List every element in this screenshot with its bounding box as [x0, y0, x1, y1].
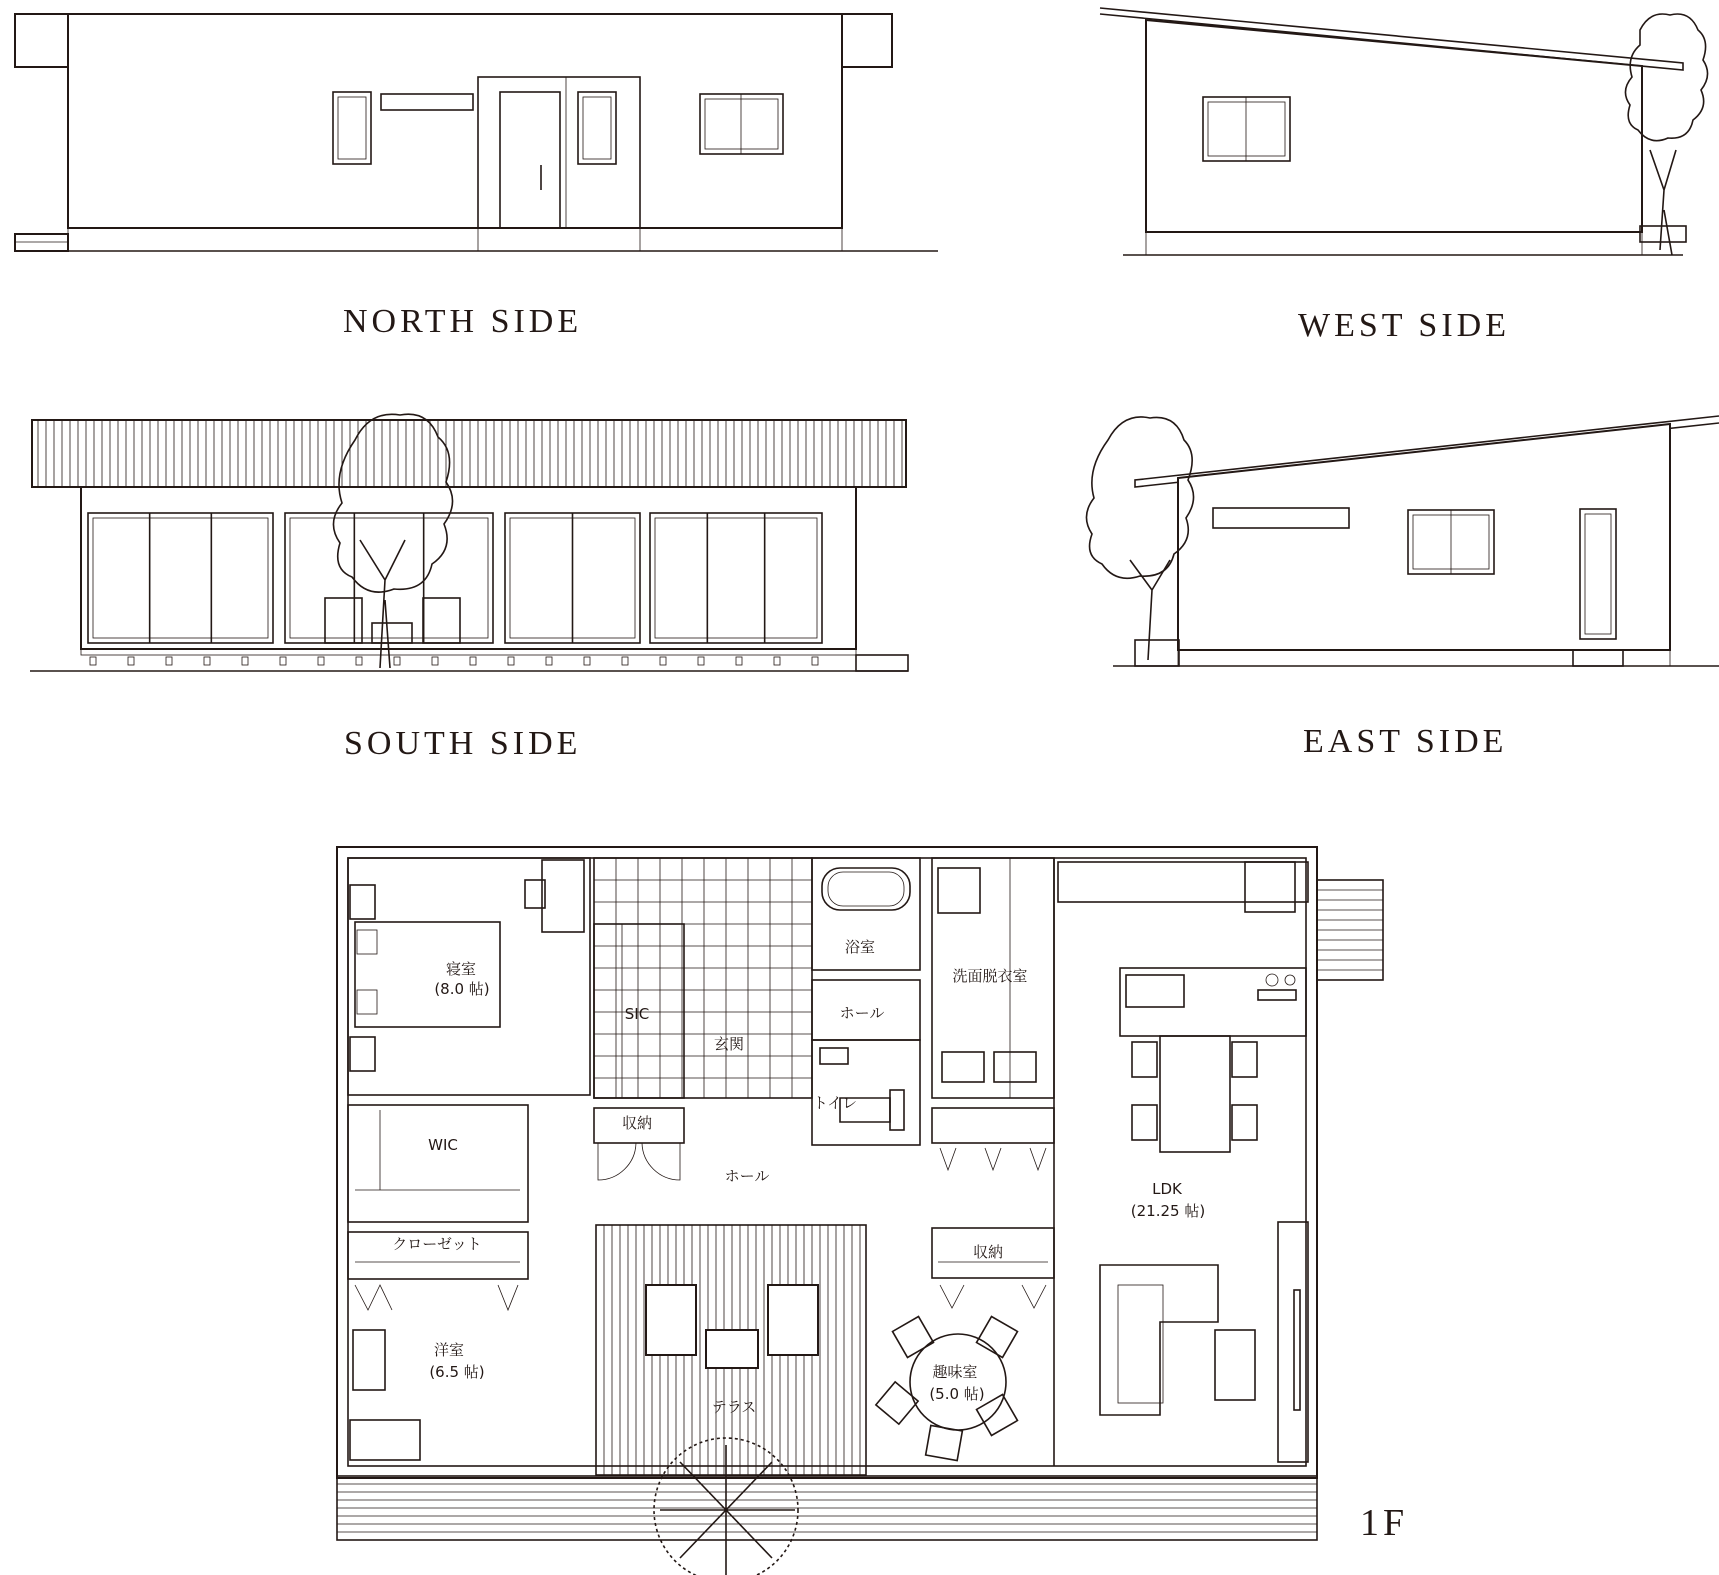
- room-label-ldk: LDK: [1152, 1180, 1182, 1198]
- room-label-entrance: 玄関: [713, 1035, 745, 1053]
- north-elevation: [15, 14, 938, 251]
- room-label-toilet: トイレ: [812, 1094, 858, 1112]
- room-label-bath: 浴室: [844, 938, 876, 956]
- room-label-storage-left: 収納: [621, 1114, 653, 1132]
- room-label-storage-right: 収納: [972, 1243, 1004, 1261]
- south-elevation: [30, 414, 908, 671]
- room-label-wic: WIC: [428, 1136, 458, 1154]
- room-label-hall: ホール: [724, 1167, 770, 1185]
- floor-plan: [337, 847, 1383, 1575]
- room-label-closet: クローゼット: [392, 1235, 482, 1253]
- plan-tree-icon: [654, 1438, 798, 1575]
- room-label-western-room: 洋室: [433, 1341, 465, 1359]
- floor-label: 1F: [1360, 1502, 1409, 1544]
- room-label-bedroom: 寝室: [445, 960, 477, 978]
- room-label-hobby-room: 趣味室: [932, 1363, 978, 1381]
- south-side-caption: SOUTH SIDE: [344, 725, 582, 762]
- west-side-caption: WEST SIDE: [1298, 307, 1510, 344]
- room-label-sic: SIC: [624, 1005, 650, 1023]
- east-side-caption: EAST SIDE: [1303, 723, 1508, 760]
- room-label-terrace: テラス: [711, 1398, 757, 1416]
- west-elevation: [1100, 8, 1708, 255]
- north-side-caption: NORTH SIDE: [343, 303, 583, 340]
- room-label-hall-small: ホール: [839, 1004, 885, 1022]
- room-label-ldk-size: (21.25 帖): [1130, 1202, 1206, 1220]
- room-label-hobby-room-size: (5.0 帖): [929, 1385, 985, 1403]
- room-label-washroom: 洗面脱衣室: [952, 967, 1028, 985]
- room-label-bedroom-size: (8.0 帖): [434, 980, 490, 998]
- east-elevation: [1086, 416, 1719, 666]
- room-label-western-room-size: (6.5 帖): [429, 1363, 485, 1381]
